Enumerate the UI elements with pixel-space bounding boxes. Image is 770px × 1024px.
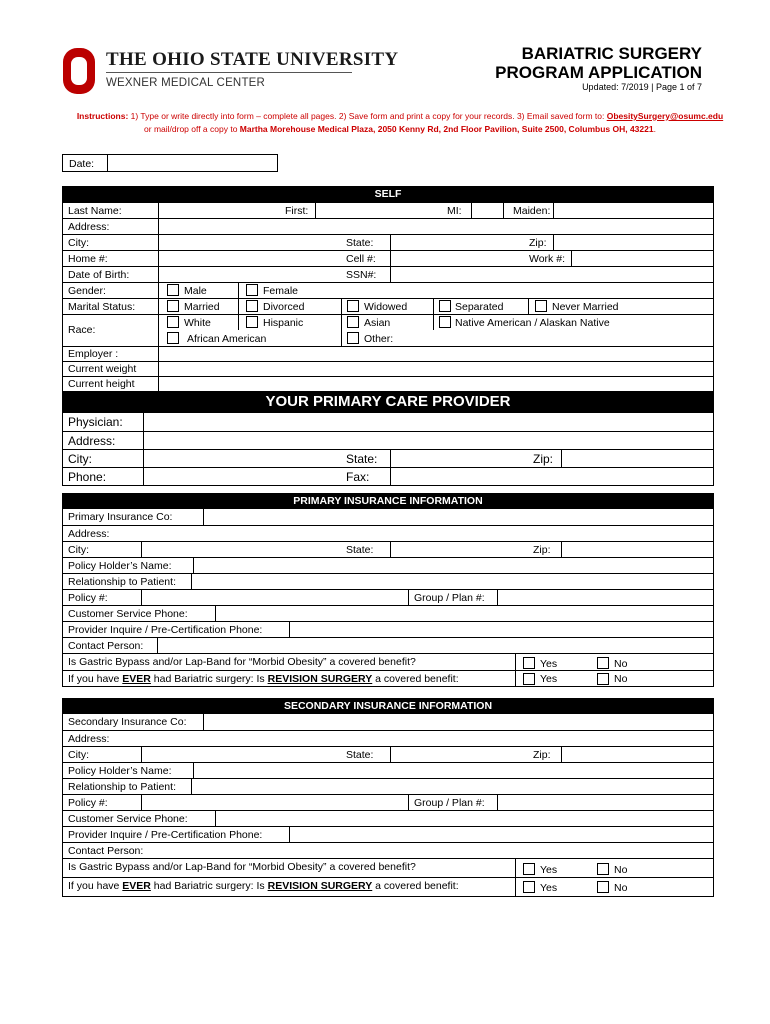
email-link[interactable]: ObesitySurgery@osumc.edu <box>606 111 724 121</box>
medical-center-name: WEXNER MEDICAL CENTER <box>106 77 266 89</box>
instructions-line-1: Instructions: 1) Type or write directly into form – complete all pages. 2) Save form and print a copy for your records. 3) Email saved form to: ObesitySurgery@osumc.edu <box>76 111 724 121</box>
secondary-revision-yes-checkbox[interactable] <box>523 881 535 893</box>
primary-revision-yes-checkbox[interactable] <box>523 673 535 685</box>
primary-revision-question: If you have EVER had Bariatric surgery: Is REVISION SURGERY a covered benefit: Yes No <box>63 670 713 686</box>
male-checkbox[interactable] <box>167 284 179 296</box>
hispanic-checkbox[interactable] <box>246 316 258 328</box>
african-american-checkbox[interactable] <box>167 332 179 344</box>
pcp-row-physician: Physician: <box>63 413 713 431</box>
self-row-marital: Marital Status: Married Divorced Widowed Separated Never Married <box>63 298 713 314</box>
self-row-height: Current height <box>63 376 713 391</box>
white-checkbox[interactable] <box>167 316 179 328</box>
instructions-line-2: or mail/drop off a copy to Martha Morehouse Medical Plaza, 2050 Kenny Rd, 2nd Floor Pavilion, Suite 2500, Columbus OH, 43221. <box>144 124 656 134</box>
secondary-revision-question: If you have EVER had Bariatric surgery: Is REVISION SURGERY a covered benefit: Yes No <box>63 877 713 896</box>
self-row-phone: Home #: Cell #: Work #: <box>63 250 713 266</box>
secondary-gastric-no-checkbox[interactable] <box>597 863 609 875</box>
pcp-row-phone: Phone: Fax: <box>63 467 713 485</box>
osu-block-o-logo <box>63 48 95 94</box>
date-field[interactable] <box>62 154 278 172</box>
university-name: THE OHIO STATE UNIVERSITY <box>106 49 399 70</box>
separated-checkbox[interactable] <box>439 300 451 312</box>
secondary-insurance-header: SECONDARY INSURANCE INFORMATION <box>63 699 713 714</box>
secondary-gastric-yes-checkbox[interactable] <box>523 863 535 875</box>
primary-revision-no-checkbox[interactable] <box>597 673 609 685</box>
logo-divider <box>106 72 352 73</box>
self-row-name: Last Name: First: MI: Maiden: <box>63 202 713 218</box>
self-section <box>62 186 714 486</box>
self-row-weight: Current weight <box>63 361 713 376</box>
secondary-insurance-section: SECONDARY INSURANCE INFORMATION Secondary Insurance Co: Address: City: State: Zip: Policy Holder’s Name: Relationship to Patient: Policy #: Group / Plan #: Customer Service Phone: Provider Inquire / Pre-Certification Phone: Contact Person: Is Gastric Bypass and/or Lap-Band for “Morbid Obesity” a covered benefit? Yes No If you have EVER had Bariatric surgery: Is REVISION SURGERY a covered benefit: Yes No <box>62 698 714 897</box>
form-title: BARIATRIC SURGERY PROGRAM APPLICATION <box>495 44 702 82</box>
pcp-header: YOUR PRIMARY CARE PROVIDER <box>63 391 713 413</box>
widowed-checkbox[interactable] <box>347 300 359 312</box>
native-american-checkbox[interactable] <box>439 316 451 328</box>
primary-insurance-header: PRIMARY INSURANCE INFORMATION <box>63 494 713 509</box>
pcp-row-address: Address: <box>63 431 713 449</box>
self-row-race: Race: White Hispanic Asian Native American / Alaskan Native African American Other: <box>63 314 713 346</box>
date-label: Date: <box>69 158 95 170</box>
updated-date: Updated: 7/2019 | Page 1 of 7 <box>582 82 702 92</box>
primary-insurance-section: PRIMARY INSURANCE INFORMATION Primary Insurance Co: Address: City: State: Zip: Policy Holder’s Name: Relationship to Patient: Policy #: Group / Plan #: Customer Service Phone: Provider Inquire / Pre-Certification Phone: Contact Person: Is Gastric Bypass and/or Lap-Band for “Morbid Obesity” a covered benefit? Yes No If you have EVER had Bariatric surgery: Is REVISION SURGERY a covered benefit: Yes No <box>62 493 714 687</box>
pcp-row-city: City: State: Zip: <box>63 449 713 467</box>
self-header: SELF <box>63 187 713 202</box>
primary-gastric-yes-checkbox[interactable] <box>523 657 535 669</box>
page-header <box>0 0 770 100</box>
self-row-employer: Employer : <box>63 346 713 361</box>
self-row-city: City: State: Zip: <box>63 234 713 250</box>
secondary-gastric-question: Is Gastric Bypass and/or Lap-Band for “Morbid Obesity” a covered benefit? Yes No <box>63 858 713 877</box>
never-married-checkbox[interactable] <box>535 300 547 312</box>
asian-checkbox[interactable] <box>347 316 359 328</box>
primary-gastric-question: Is Gastric Bypass and/or Lap-Band for “Morbid Obesity” a covered benefit? Yes No <box>63 653 713 670</box>
other-race-checkbox[interactable] <box>347 332 359 344</box>
female-checkbox[interactable] <box>246 284 258 296</box>
married-checkbox[interactable] <box>167 300 179 312</box>
divorced-checkbox[interactable] <box>246 300 258 312</box>
secondary-revision-no-checkbox[interactable] <box>597 881 609 893</box>
self-row-dob: Date of Birth: SSN#: <box>63 266 713 282</box>
primary-gastric-no-checkbox[interactable] <box>597 657 609 669</box>
self-row-gender: Gender: Male Female <box>63 282 713 298</box>
self-row-address: Address: <box>63 218 713 234</box>
